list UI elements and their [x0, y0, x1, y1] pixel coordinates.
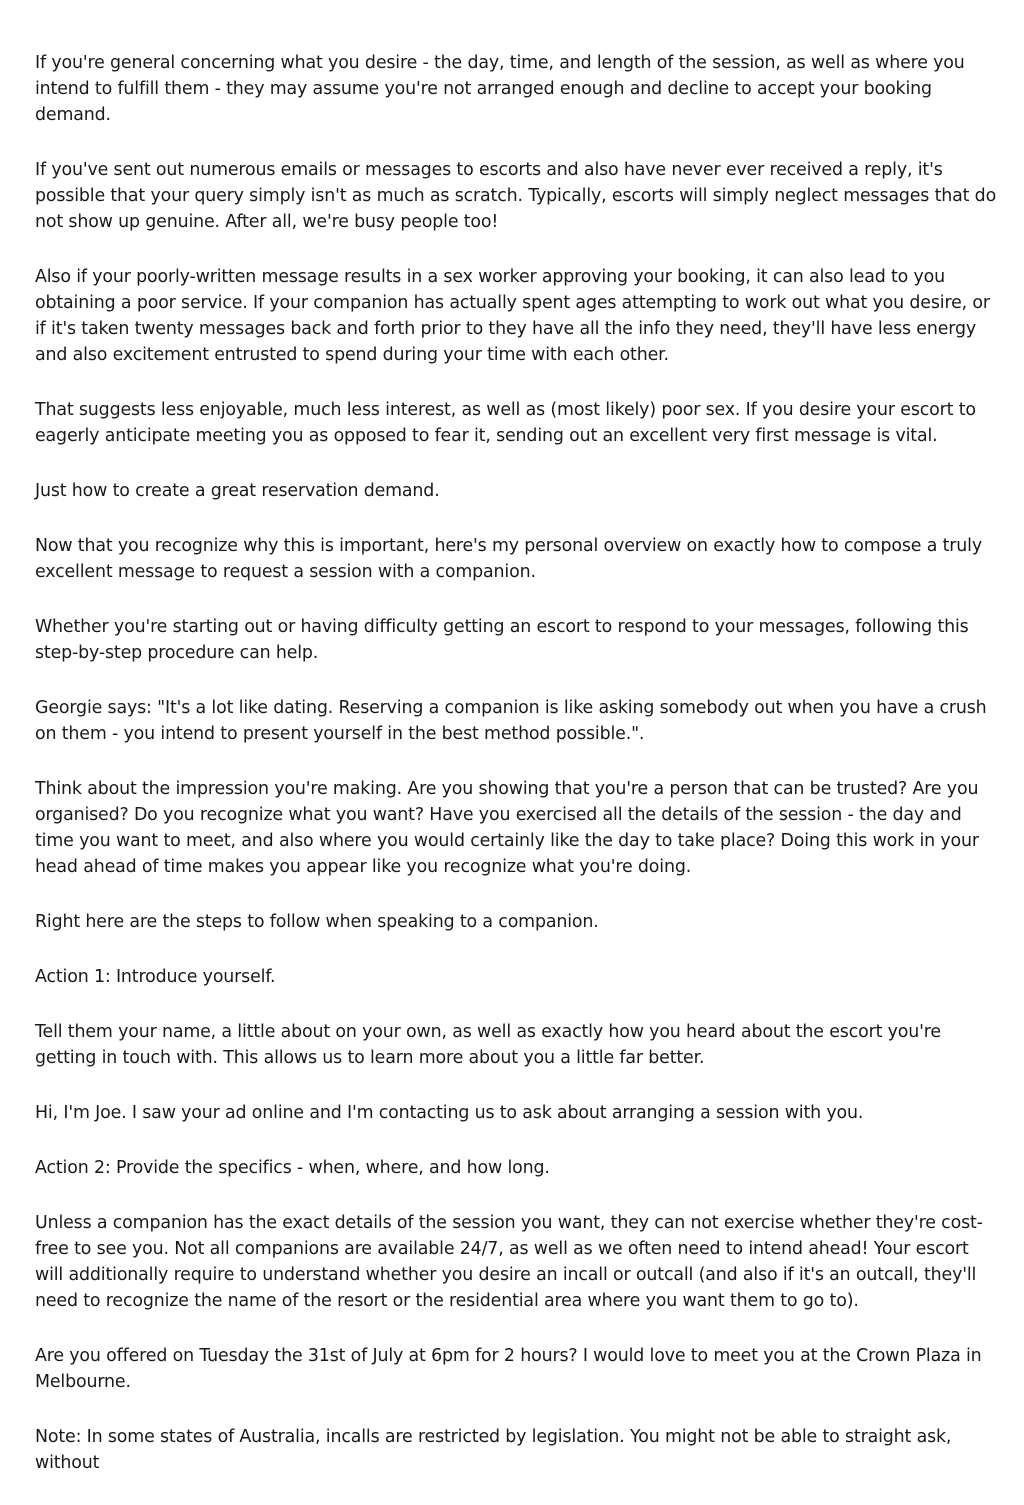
paragraph: Now that you recognize why this is important, here's my personal overview on exactly how to compose a truly excellent message to request a session with a companion. — [35, 536, 982, 582]
paragraph: Tell them your name, a little about on your own, as well as exactly how you heard about the escort you're getting in touch with. This allows us to learn more about you a little far better. — [35, 1022, 941, 1068]
paragraph: Hi, I'm Joe. I saw your ad online and I'm contacting us to ask about arranging a session with you. — [35, 1103, 864, 1123]
paragraph: If you're general concerning what you desire - the day, time, and length of the session, as well as where you intend to fulfill them - they may assume you're not arranged enough and decline to accept your booking demand. — [35, 53, 965, 125]
paragraph: Unless a companion has the exact details of the session you want, they can not exercise whether they're cost-free to see you. Not all companions are available 24/7, as well as we often need to intend ahead! Your escort will additionally require to understand whether you desire an incall or outcall (and also if it's an outcall, they'll need to recognize the name of the resort or the residential area where you want them to go to). — [35, 1213, 983, 1311]
paragraph: Are you offered on Tuesday the 31st of July at 6pm for 2 hours? I would love to meet you at the Crown Plaza in Melbourne. — [35, 1346, 982, 1392]
paragraph: Right here are the steps to follow when speaking to a companion. — [35, 912, 599, 932]
paragraph: If you've sent out numerous emails or messages to escorts and also have never ever received a reply, it's possible that your query simply isn't as much as scratch. Typically, escorts will simply neglect messages that do not show up genuine. After all, we're busy people too! — [35, 160, 997, 232]
paragraph: Whether you're starting out or having difficulty getting an escort to respond to your messages, following this step-by-step procedure can help. — [35, 617, 969, 663]
paragraph: Note: In some states of Australia, incalls are restricted by legislation. You might not be able to straight ask, without — [35, 1427, 952, 1473]
paragraph: Also if your poorly-written message results in a sex worker approving your booking, it can also lead to you obtaining a poor service. If your companion has actually spent ages attempting to work out what you desire, or if it's taken twenty messages back and forth prior to they have all the info they need, they'll have less energy and also excitement entrusted to spend during your time with each other. — [35, 267, 990, 365]
paragraph: That suggests less enjoyable, much less interest, as well as (most likely) poor sex. If you desire your escort to eagerly anticipate meeting you as opposed to fear it, sending out an excellent very first message is vital. — [35, 400, 976, 446]
paragraph: Think about the impression you're making. Are you showing that you're a person that can be trusted? Are you organised? Do you recognize what you want? Have you exercised all the details of the session - the day and time you want to meet, and also where you would certainly like the day to take place? Doing this work in your head ahead of time makes you appear like you recognize what you're doing. — [35, 779, 979, 877]
paragraph: Action 1: Introduce yourself. — [35, 967, 276, 987]
paragraph: Georgie says: "It's a lot like dating. Reserving a companion is like asking somebody out when you have a crush on them - you intend to present yourself in the best method possible.". — [35, 698, 987, 744]
paragraph: Action 2: Provide the specifics - when, where, and how long. — [35, 1158, 550, 1178]
document-page — [35, 50, 1000, 1505]
paragraph: Just how to create a great reservation demand. — [35, 481, 440, 501]
